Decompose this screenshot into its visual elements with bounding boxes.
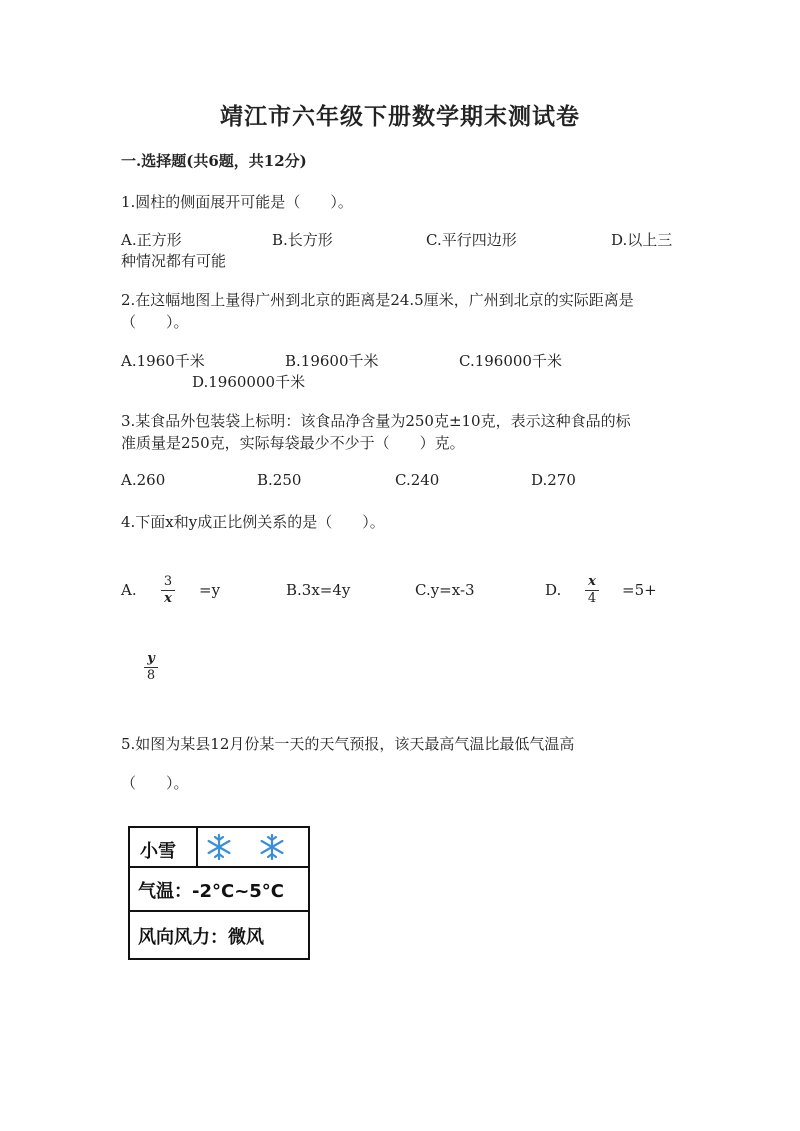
question-2: 2.在这幅地图上量得广州到北京的距离是24.5厘米，广州到北京的实际距离是	[121, 291, 634, 309]
fraction-denominator: 8	[146, 668, 156, 683]
q4-option-d-fraction-2	[144, 652, 158, 683]
fraction-denominator: x	[164, 591, 172, 606]
q1-option-d: D.以上三	[611, 231, 673, 249]
section-heading: 一.选择题(共6题，共12分)	[121, 152, 307, 170]
fraction-numerator: y	[147, 651, 155, 666]
question-3: 3.某食品外包装袋上标明：该食品净含量为250克±10克，表示这种食品的标	[121, 412, 631, 430]
snowflake-icon	[258, 833, 286, 861]
question-5-line-2: （ ）。	[121, 774, 189, 792]
snowflake-icon	[205, 833, 233, 861]
q4-option-c: C.y=x-3	[415, 581, 475, 599]
q1-option-a: A.正方形	[121, 231, 182, 249]
q3-option-c: C.240	[395, 471, 440, 489]
fraction-numerator: 3	[163, 574, 173, 589]
q4-option-d-fraction	[585, 575, 599, 606]
q2-option-c: C.196000千米	[459, 352, 562, 370]
question-2-line-2: （ ）。	[121, 313, 189, 331]
weather-row-temperature	[130, 868, 308, 912]
q2-option-b: B.19600千米	[285, 352, 379, 370]
question-5: 5.如图为某县12月份某一天的天气预报，该天最高气温比最低气温高	[121, 735, 575, 753]
weather-condition: 小雪	[140, 841, 176, 862]
q1-option-d-continued: 种情况都有可能	[121, 252, 227, 270]
q4-option-a-fraction	[161, 575, 175, 606]
q2-option-d: D.1960000千米	[192, 373, 306, 391]
weather-row-wind	[130, 912, 308, 958]
q1-option-b: B.长方形	[272, 231, 333, 249]
weather-divider	[196, 828, 198, 866]
fraction-denominator: 4	[587, 591, 597, 606]
question-3-line-2: 准质量是250克，实际每袋最少不少于（ ）克。	[121, 434, 465, 452]
q2-option-a: A.1960千米	[121, 352, 205, 370]
q3-option-d: D.270	[531, 471, 576, 489]
question-4: 4.下面x和y成正比例关系的是（ ）。	[121, 513, 385, 531]
page-title: 靖江市六年级下册数学期末测试卷	[220, 103, 580, 130]
question-1: 1.圆柱的侧面展开可能是（ ）。	[121, 193, 353, 211]
q4-option-a-equation: =y	[199, 581, 221, 599]
q1-option-c: C.平行四边形	[426, 231, 517, 249]
q4-option-b: B.3x=4y	[286, 581, 351, 599]
q3-option-a: A.260	[121, 471, 166, 489]
q4-option-a-label: A.	[121, 581, 137, 599]
weather-wind: 风向风力：微风	[138, 927, 264, 948]
q4-option-d-equation: =5+	[622, 581, 657, 599]
q4-option-d-label: D.	[545, 581, 562, 599]
weather-row-condition	[130, 828, 308, 868]
q3-option-b: B.250	[257, 471, 302, 489]
weather-forecast-card	[128, 826, 310, 960]
fraction-numerator: x	[588, 574, 596, 589]
weather-temperature: 气温：-2°C~5°C	[138, 881, 285, 902]
